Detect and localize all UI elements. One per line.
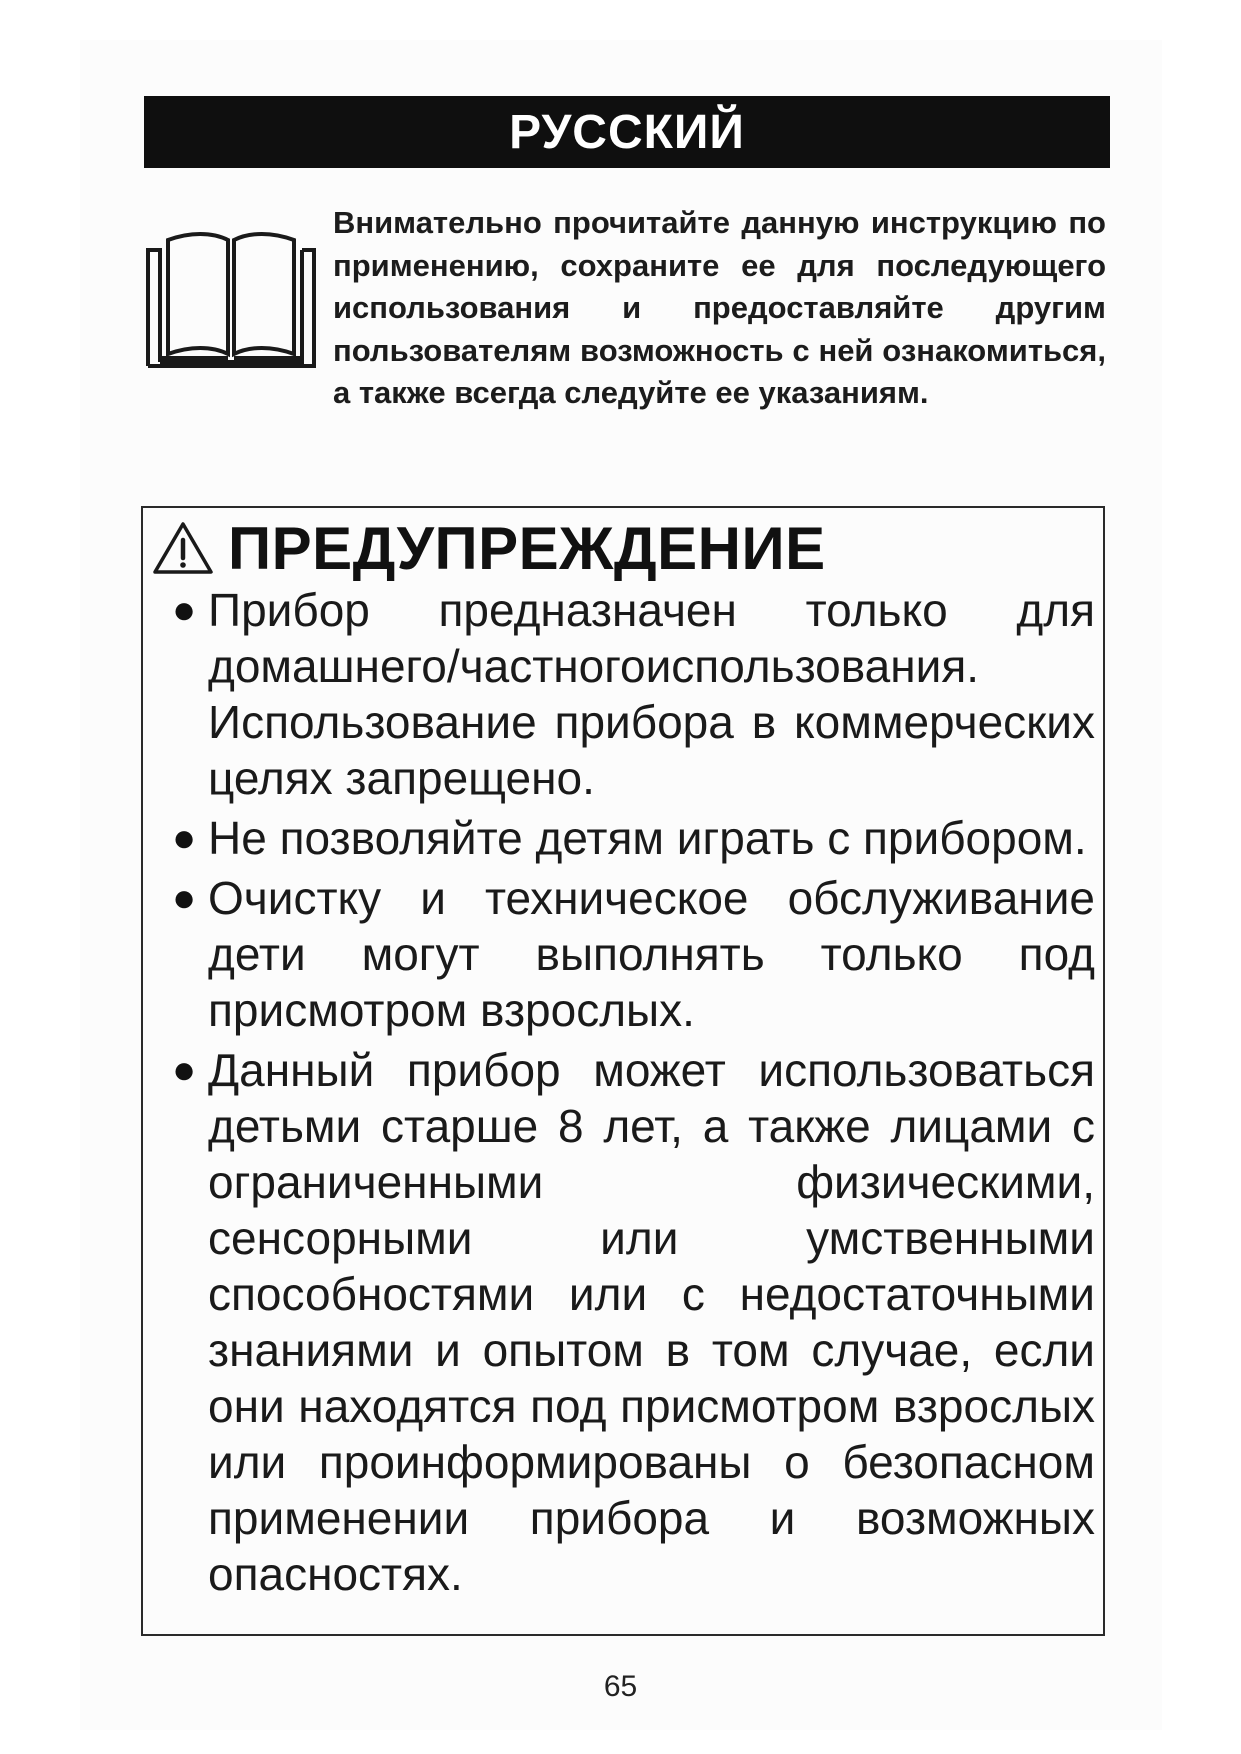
bullet-icon: ● <box>172 1048 197 1092</box>
warning-item-text: Очистку и техническое обслуживание дети могут выполнять только под присмотром взрослых. <box>208 872 1095 1036</box>
intro-text: Внимательно прочитайте данную инструкцию по применению, сохраните ее для последующего использования и предоставляйте другим пользователям возможность с ней ознакомиться, а также всегда следуйте ее указаниям. <box>333 205 1106 410</box>
warning-item-text: Не позволяйте детям играть с прибором. <box>208 812 1087 864</box>
warning-triangle-icon <box>152 521 214 575</box>
warning-item-text: Данный прибор может использоваться детьми старше 8 лет, а также лицами с ограниченными физическими, сенсорными или умственными способностями или с недостаточными знаниями и опытом в том случае, если они находятся под присмотром взрослых или проинформированы о безопасном применении прибора и возможных опасностях. <box>208 1044 1095 1600</box>
bullet-icon: ● <box>172 816 197 860</box>
page-number: 65 <box>603 1670 638 1703</box>
warning-item <box>172 582 1095 806</box>
warning-list <box>172 582 1095 1606</box>
warning-item <box>172 1042 1095 1602</box>
warning-header <box>152 515 826 581</box>
bullet-icon: ● <box>172 876 197 920</box>
language-title: РУССКИЙ <box>509 105 745 159</box>
warning-item <box>172 810 1095 866</box>
warning-item-text: Прибор предназначен только для домашнего/частногоиспользования. Использование прибора в коммерческих целях запрещено. <box>208 584 1095 804</box>
language-header <box>144 96 1110 168</box>
warning-title: ПРЕДУПРЕЖДЕНИЕ <box>228 514 826 582</box>
warning-item <box>172 870 1095 1038</box>
bullet-icon: ● <box>172 588 197 632</box>
open-book-icon <box>146 228 316 378</box>
